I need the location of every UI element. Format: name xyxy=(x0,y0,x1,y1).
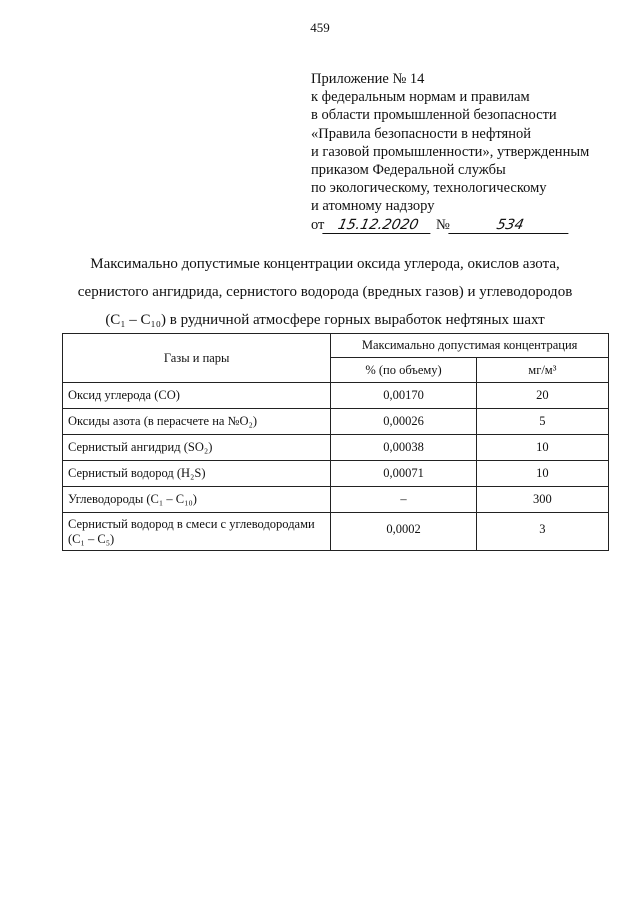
table-row xyxy=(63,487,609,513)
header-mac: Максимально допустимая концентрация xyxy=(331,334,609,358)
gas-cell: Оксид углерода (CO) xyxy=(63,383,331,409)
pct-cell: 0,00170 xyxy=(331,383,476,409)
gas-cell: Оксиды азота (в перасчете на №O₂) xyxy=(63,409,331,435)
page-number: 459 xyxy=(310,20,330,35)
mg-cell: 10 xyxy=(476,461,608,487)
table-header-row xyxy=(63,334,609,358)
gas-cell: Сернистый водород в смеси с углеводородами (C₁ – C₅) xyxy=(63,513,331,551)
from-label: от xyxy=(311,216,325,233)
heading-line: Максимально допустимые концентрации оксида углерода, окислов азота, xyxy=(90,256,560,272)
heading-line: (C₁ – C₁₀) в рудничной атмосфере горных выработок нефтяных шахт xyxy=(105,312,545,328)
gas-cell: Сернистый ангидрид (SO₂) xyxy=(63,435,331,461)
handwritten-number: 534 xyxy=(448,218,571,234)
table-row xyxy=(63,513,609,551)
table-row xyxy=(63,383,609,409)
document-heading xyxy=(60,250,590,334)
pct-cell: 0,00071 xyxy=(331,461,476,487)
appendix-line: Приложение № 14 xyxy=(311,71,425,87)
table-row xyxy=(63,435,609,461)
appendix-line: и атомному надзору xyxy=(311,198,435,215)
header-gas: Газы и пары xyxy=(63,334,331,383)
mg-cell: 5 xyxy=(476,409,608,435)
appendix-line: и газовой промышленности», утвержденным xyxy=(311,143,590,160)
appendix-line: «Правила безопасности в нефтяной xyxy=(311,125,531,142)
header-mg: мг/м³ xyxy=(476,358,608,383)
appendix-line: в области промышленной безопасности xyxy=(311,107,557,124)
pct-cell: 0,00038 xyxy=(331,435,476,461)
appendix-line: к федеральным нормам и правилам xyxy=(311,89,530,106)
table-row xyxy=(63,409,609,435)
mg-cell: 10 xyxy=(476,435,608,461)
gas-cell: Сернистый водород (H₂S) xyxy=(63,461,331,487)
number-label: № xyxy=(436,216,450,233)
heading-line: сернистого ангидрида, сернистого водорода (вредных газов) и углеводородов xyxy=(77,284,573,300)
pct-cell: 0,00026 xyxy=(331,409,476,435)
order-date-number-line xyxy=(311,216,589,234)
mg-cell: 20 xyxy=(476,383,608,409)
concentration-table xyxy=(62,333,609,551)
appendix-line: по экологическому, технологическому xyxy=(311,180,547,197)
pct-cell: – xyxy=(331,487,476,513)
appendix-block xyxy=(311,70,589,234)
appendix-line: приказом Федеральной службы xyxy=(311,162,506,179)
header-pct: % (по объему) xyxy=(331,358,476,383)
table-row xyxy=(63,461,609,487)
mg-cell: 300 xyxy=(476,487,608,513)
handwritten-date: 15.12.2020 xyxy=(323,218,434,234)
gas-cell: Углеводороды (C₁ – C₁₀) xyxy=(63,487,331,513)
pct-cell: 0,0002 xyxy=(331,513,476,551)
mg-cell: 3 xyxy=(476,513,608,551)
